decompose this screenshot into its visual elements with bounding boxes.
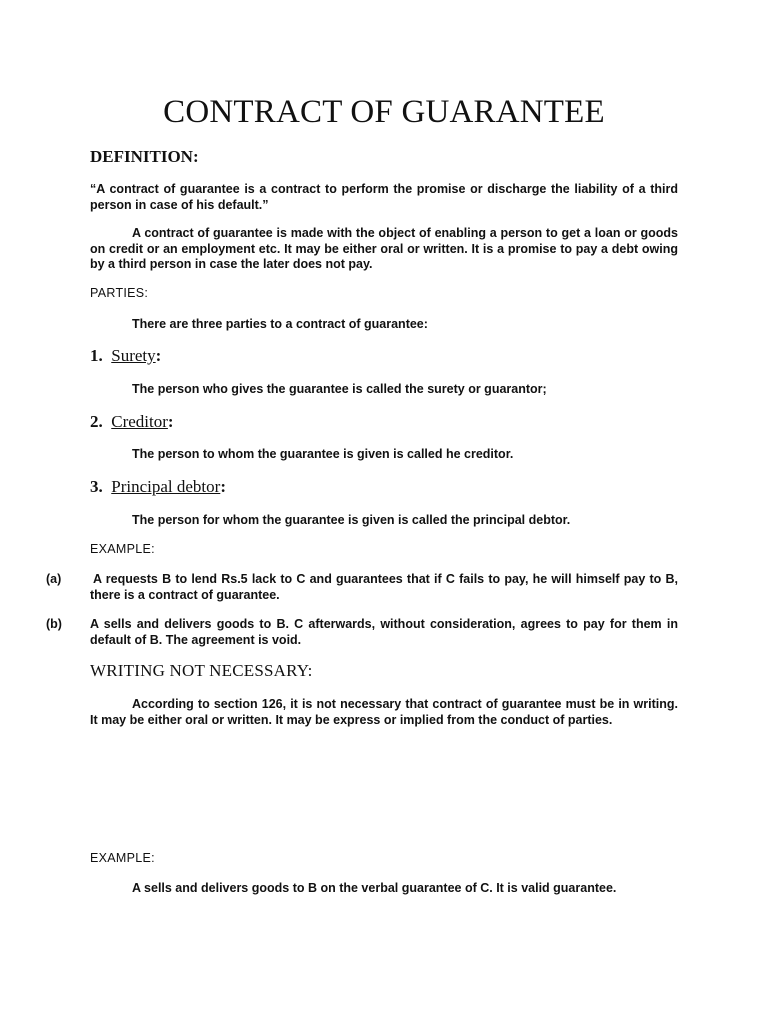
party-heading-creditor: [90, 412, 174, 432]
parties-intro: There are three parties to a contract of guarantee:: [132, 317, 428, 331]
example-text-b: A sells and delivers goods to B. C afterwards, without consideration, agrees to pay for them in default of B. The agreement is void.: [90, 617, 678, 647]
definition-heading: DEFINITION:: [90, 147, 199, 166]
party-heading-surety: [90, 346, 161, 366]
example-marker-a: (a): [46, 572, 62, 586]
party-heading-principal-debtor: [90, 477, 226, 497]
party-description-principal-debtor: The person for whom the guarantee is given is called the principal debtor.: [132, 513, 571, 527]
writing-heading: WRITING NOT NECESSARY:: [90, 661, 313, 680]
party-colon: :: [155, 346, 162, 365]
party-description-surety: The person who gives the guarantee is called the surety or guarantor;: [132, 382, 547, 396]
party-number: 3.: [90, 477, 103, 496]
party-description-creditor: The person to whom the guarantee is given is called he creditor.: [132, 447, 514, 461]
page-title: CONTRACT OF GUARANTEE: [163, 94, 605, 130]
party-name: Principal debtor: [111, 477, 221, 496]
party-colon: :: [220, 477, 226, 496]
party-number: 2.: [90, 412, 103, 431]
writing-paragraph: According to section 126, it is not necessary that contract of guarantee must be in writing. It may be either oral or written. It may be express or implied from the conduct of parties.: [90, 697, 678, 727]
parties-heading: PARTIES:: [90, 286, 149, 300]
example-marker-b: (b): [46, 617, 62, 631]
definition-quote: “A contract of guarantee is a contract to perform the promise or discharge the liability of a third person in case of his default.”: [90, 182, 678, 212]
party-number: 1.: [90, 346, 103, 365]
party-colon: :: [167, 412, 174, 431]
example-text-a: A requests B to lend Rs.5 lack to C and guarantees that if C fails to pay, he will himself pay to B, there is a contract of guarantee.: [90, 572, 678, 602]
example-heading: EXAMPLE:: [90, 542, 155, 556]
definition-paragraph: A contract of guarantee is made with the object of enabling a person to get a loan or goods on credit or an employment etc. It may be either oral or written. It is a promise to pay a debt owing by a third person in case the later does not pay.: [90, 226, 678, 271]
party-name: Creditor: [111, 412, 168, 431]
party-name: Surety: [111, 346, 156, 365]
example-2-text: A sells and delivers goods to B on the verbal guarantee of C. It is valid guarantee.: [132, 881, 617, 895]
example-heading-2: EXAMPLE:: [90, 851, 155, 865]
